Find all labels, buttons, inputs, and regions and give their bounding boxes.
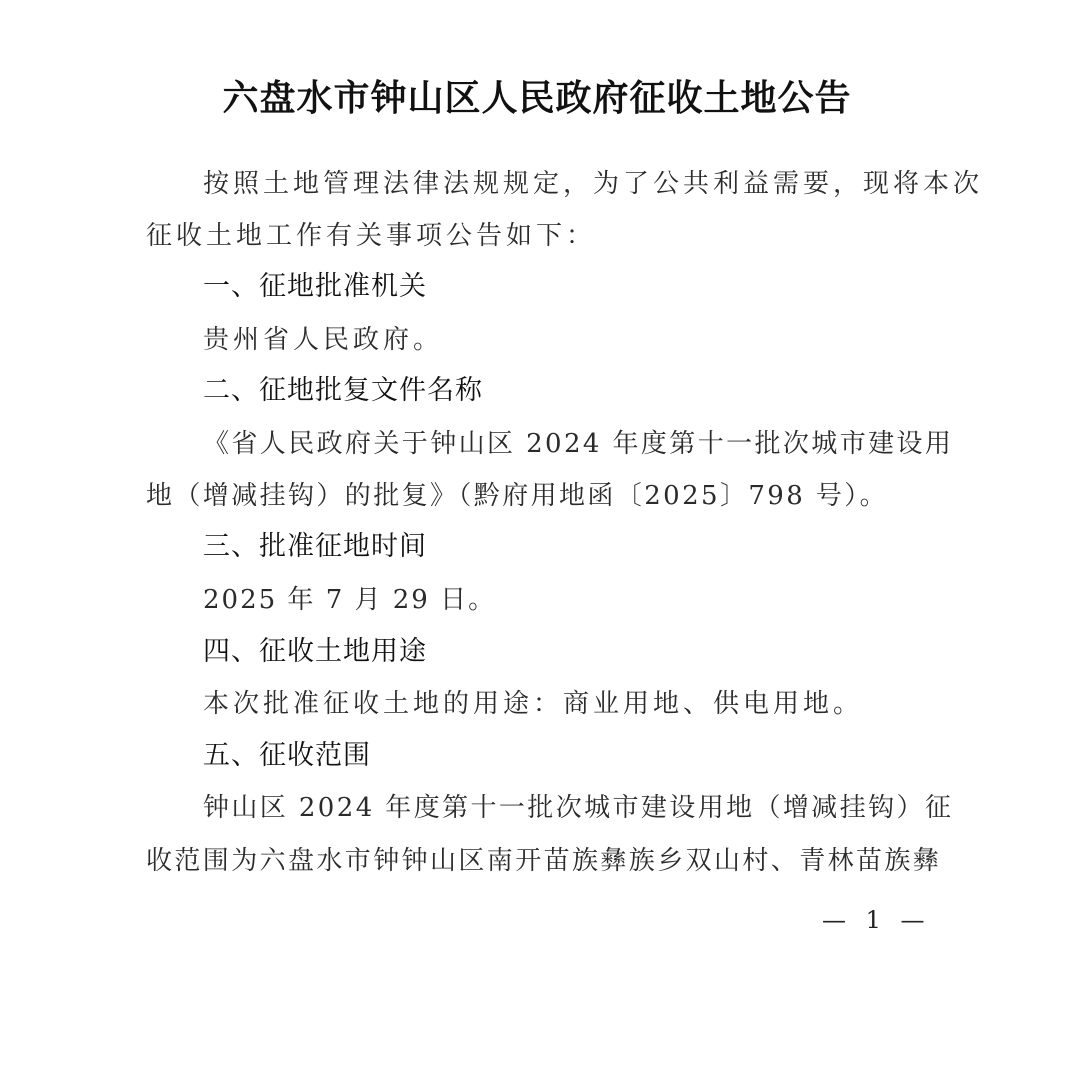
section-3-body-line-1: 2025 年 7 月 29 日。 <box>203 585 497 615</box>
section-4-heading: 四、征收土地用途 <box>203 636 427 667</box>
section-2-heading: 二、征地批复文件名称 <box>203 375 483 406</box>
section-2-body-line-2: 地（增减挂钩）的批复》（黔府用地函〔2025〕798 号）。 <box>146 481 889 511</box>
section-3-heading: 三、批准征地时间 <box>203 531 427 562</box>
section-1-body-line-1: 贵州省人民政府。 <box>203 325 444 355</box>
document-title: 六盘水市钟山区人民政府征收土地公告 <box>222 77 852 119</box>
section-2-body-line-1: 《省人民政府关于钟山区 2024 年度第十一批次城市建设用 <box>203 429 954 459</box>
section-4-body-line-1: 本次批准征收土地的用途：商业用地、供电用地。 <box>203 689 864 719</box>
section-5-body-line-1: 钟山区 2024 年度第十一批次城市建设用地（增减挂钩）征 <box>203 793 954 823</box>
section-5-body-line-2: 收范围为六盘水市钟钟山区南开苗族彝族乡双山村、青林苗族彝 <box>146 846 942 876</box>
section-5-heading: 五、征收范围 <box>203 740 371 771</box>
intro-line-2: 征收土地工作有关事项公告如下： <box>146 221 597 251</box>
page-number: — 1 — <box>822 906 931 934</box>
intro-line-1: 按照土地管理法律法规规定，为了公共利益需要，现将本次 <box>203 169 984 199</box>
section-1-heading: 一、征地批准机关 <box>203 271 427 302</box>
